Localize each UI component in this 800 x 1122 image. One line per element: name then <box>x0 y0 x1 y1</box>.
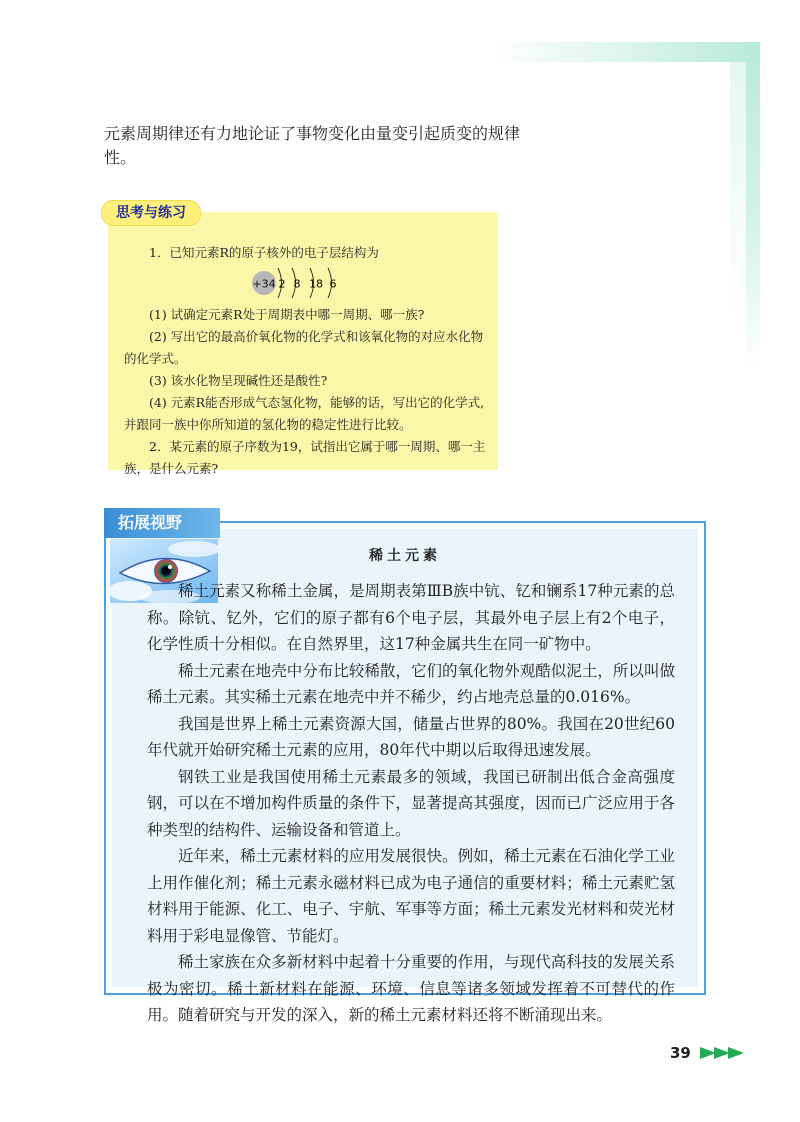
question-1: 1．已知元素R的原子核外的电子层结构为 <box>149 245 379 260</box>
next-page-arrows-icon <box>700 1046 744 1060</box>
expand-tab-label: 拓展视野 <box>104 508 220 538</box>
exercise-box <box>108 212 498 476</box>
shell-count-2: 8 <box>293 277 301 291</box>
article-paragraph-6: 稀土家族在众多新材料中起着十分重要的作用，与现代高科技的发展关系极为密切。稀土新材料在能源、环境、信息等诸多领域发挥着不可替代的作用。随着研究与开发的深入，新的稀土元素材料还将不断涌现出来。 <box>147 953 675 1024</box>
atom-structure-diagram <box>124 264 486 302</box>
intro-paragraph: 元素周期律还有力地论证了事物变化由量变引起质变的规律性。 <box>104 124 521 167</box>
article-paragraph-3: 我国是世界上稀土元素资源大国，储量占世界的80%。我国在20世纪60年代就开始研究稀土元素的应用，80年代中期以后取得迅速发展。 <box>147 714 675 759</box>
article-paragraph-4: 钢铁工业是我国使用稀土元素最多的领域，我国已研制出低合金高强度钢，可以在不增加构件质量的条件下，显著提高其强度，因而已广泛应用于各种类型的结构件、运输设备和管道上。 <box>147 767 675 839</box>
exercise-body <box>124 242 486 480</box>
shell-count-4: 6 <box>329 277 337 291</box>
question-1-4: (4) 元素R能否形成气态氢化物，能够的话，写出它的化学式,并跟同一族中你所知道的氢化物的稳定性进行比较。 <box>124 395 485 432</box>
article-paragraph-2: 稀土元素在地壳中分布比较稀散，它们的氧化物外观酷似泥土，所以叫做稀土元素。其实稀土元素在地壳中并不稀少，约占地壳总量的0.016%。 <box>147 661 675 706</box>
question-1-2: (2) 写出它的最高价氧化物的化学式和该氧化物的对应水化物的化学式。 <box>124 329 484 366</box>
page-number: 39 <box>670 1044 691 1062</box>
atom-structure-svg <box>252 264 372 302</box>
right-decor-band <box>746 42 760 372</box>
question-2: 2．某元素的原子序数为19，试指出它属于哪一周期、哪一主族，是什么元素? <box>124 439 486 476</box>
nucleus-charge: +34 <box>252 277 276 291</box>
corner-decor <box>730 62 746 322</box>
question-1-1: (1) 试确定元素R处于周期表中哪一周期、哪一族? <box>149 307 425 322</box>
top-decor-band <box>490 42 760 62</box>
question-1-3: (3) 该水化物呈现碱性还是酸性? <box>149 373 328 388</box>
article-body <box>147 578 675 1029</box>
shell-count-3: 18 <box>309 277 323 291</box>
article-paragraph-5: 近年来，稀土元素材料的应用发展很快。例如，稀土元素在石油化学工业上用作催化剂；稀土元素永磁材料已成为电子通信的重要材料；稀土元素贮氢材料用于能源、化工、电子、宇航、军事等方面；稀土元素发光材料和荧光材料用于彩电显像管、节能灯。 <box>147 847 675 945</box>
exercise-heading: 思考与练习 <box>102 201 200 225</box>
article-title: 稀土元素 <box>369 548 441 564</box>
shell-count-1: 2 <box>278 277 286 291</box>
article-paragraph-1: 稀土元素又称稀土金属，是周期表第ⅢB族中钪、钇和镧系17种元素的总称。除钪、钇外，它们的原子都有6个电子层，其最外电子层上有2个电子，化学性质十分相似。在自然界里，这17种金属共生在同一矿物中。 <box>147 582 675 653</box>
